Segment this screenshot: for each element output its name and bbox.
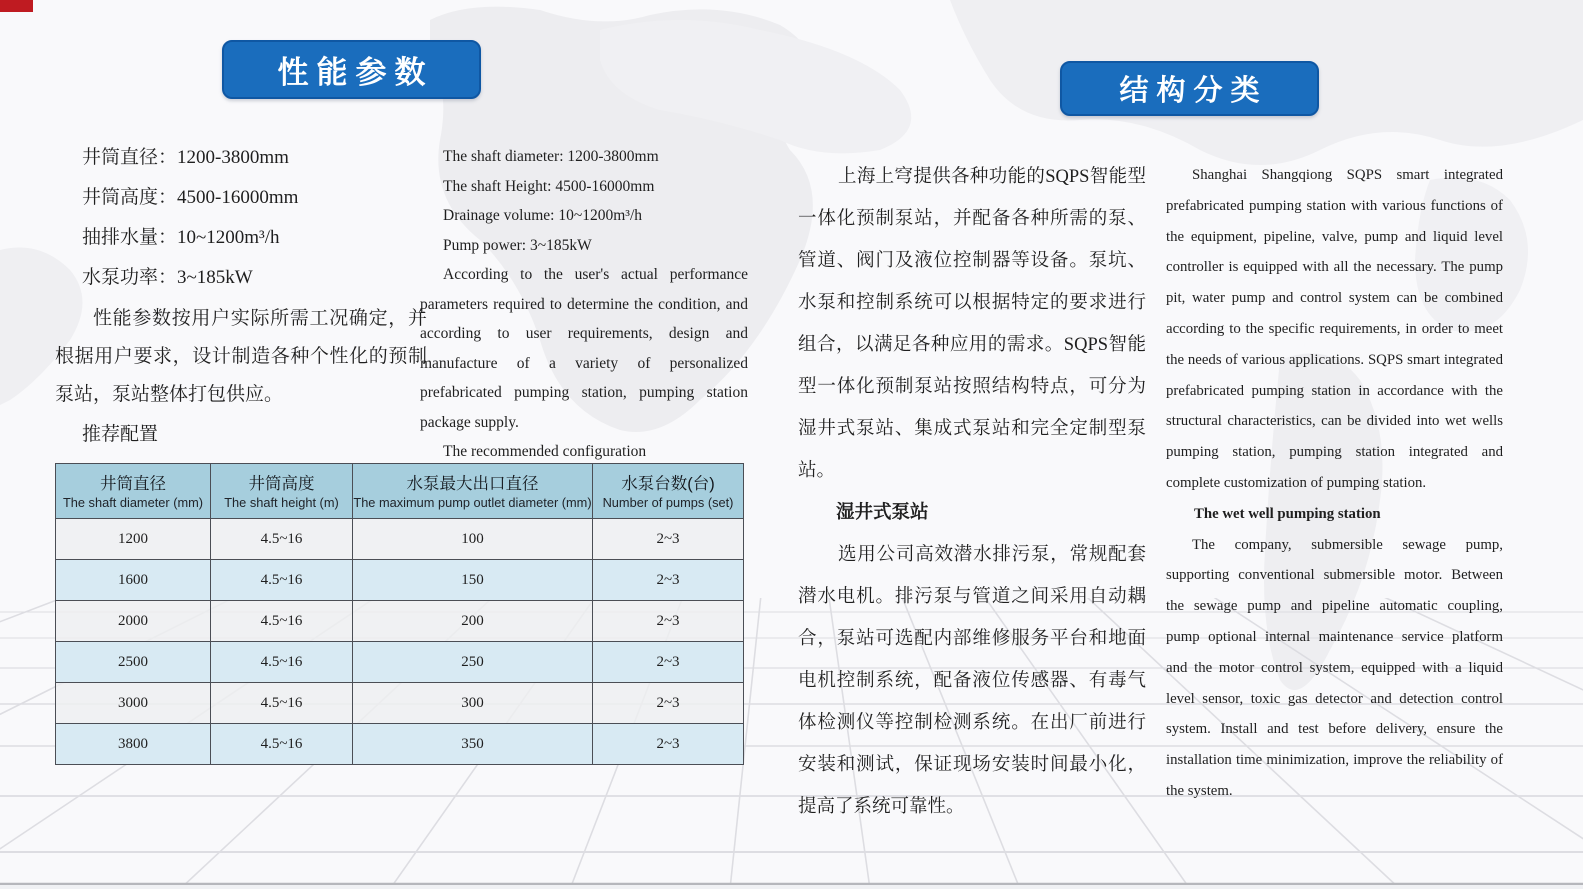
cell-pumps: 2~3 [593,519,744,560]
table-row [56,601,744,642]
recommended-configuration-table [55,463,744,765]
cell-diameter: 3800 [56,724,211,765]
cell-pumps: 2~3 [593,560,744,601]
header-number-of-pumps [593,464,744,519]
spec-shaft-height-en: The shaft Height: 4500-16000mm [443,177,655,195]
header-number-of-pumps-cn: 水泵台数(台) [621,475,715,493]
wet-well-heading-en: The wet well pumping station [1194,505,1381,522]
cell-outlet: 100 [353,519,593,560]
performance-paragraph-cn: 性能参数按用户实际所需工况确定，并根据用户要求，设计制造各种个性化的预制泵站，泵站整体打包供应。 [55,308,427,405]
cell-diameter: 2000 [56,601,211,642]
spec-shaft-diameter-en: The shaft diameter: 1200-3800mm [443,148,659,165]
cell-pumps: 2~3 [593,601,744,642]
cell-pumps: 2~3 [593,642,744,683]
structure-banner-label: 结构分类 [1119,75,1268,107]
header-max-outlet-diameter [353,464,593,519]
cell-diameter: 1200 [56,519,211,560]
table-row [56,642,744,683]
performance-specs-cn-column [55,138,427,455]
cell-height: 4.5~16 [211,724,353,765]
header-shaft-height-en: The shaft height (m) [224,495,339,510]
wet-well-paragraph-en: The company, submersible sewage pump, supporting conventional submersible motor. Between the sewage pump and pipeline automatic coupling, pump optional internal maintenance service platform and the motor control system, equipped with a liquid level sensor, toxic gas detector and detection control system. Install and test before delivery, ensure the installation time minimization, improve the reliability of the system. [1166,536,1503,799]
cell-height: 4.5~16 [211,642,353,683]
recommended-configuration-en: The recommended configuration [443,443,647,460]
header-shaft-diameter-cn: 井筒直径 [100,475,166,493]
cell-outlet: 250 [353,642,593,683]
header-number-of-pumps-en: Number of pumps (set) [602,495,734,510]
header-shaft-diameter-en: The shaft diameter (mm) [62,495,204,510]
table-row [56,683,744,724]
structure-paragraph-en: Shanghai Shangqiong SQPS smart integrated prefabricated pumping station with various functions of the equipment, pipeline, valve, pump and liquid level controller is equipped with all the necessary. The pump pit, water pump and control system can be combined according to the specific requirements, in order to meet the needs of various applications. SQPS smart integrated prefabricated pumping station in accordance with the structural characteristics, can be divided into wet wells pumping station, pumping station integrated and complete customization of pumping station. [1166,167,1503,491]
cell-outlet: 200 [353,601,593,642]
performance-banner-label: 性能参数 [277,55,434,90]
cell-outlet: 150 [353,560,593,601]
cell-diameter: 2500 [56,642,211,683]
cell-height: 4.5~16 [211,683,353,724]
header-shaft-height [211,464,353,519]
cell-pumps: 2~3 [593,724,744,765]
spec-drainage-volume-cn: 抽排水量：10~1200m³/h [82,227,280,248]
performance-specs-en-column [420,142,748,467]
cell-diameter: 3000 [56,683,211,724]
spec-pump-power-en: Pump power: 3~185kW [443,236,592,254]
table-row [56,519,744,560]
cell-diameter: 1600 [56,560,211,601]
spec-shaft-diameter-cn: 井筒直径：1200-3800mm [82,147,289,168]
header-max-outlet-diameter-en: The maximum pump outlet diameter (mm) [353,495,592,510]
recommended-configuration-cn: 推荐配置 [82,424,159,445]
cell-height: 4.5~16 [211,519,353,560]
spec-shaft-height-cn: 井筒高度：4500-16000mm [82,187,299,208]
table-header-row [56,464,744,519]
table-row [56,724,744,765]
header-max-outlet-diameter-cn: 水泵最大出口直径 [406,475,539,493]
wet-well-paragraph-cn: 选用公司高效潜水排污泵，常规配套潜水电机。排污泵与管道之间采用自动耦合，泵站可选配内部维修服务平台和地面电机控制系统，配备液位传感器、有毒气体检测仪等控制检测系统。在出厂前进行安装和测试，保证现场安装时间最小化，提高了系统可靠性。 [798,545,1146,817]
header-shaft-height-cn: 井筒高度 [248,475,315,493]
performance-paragraph-en: According to the user's actual performance parameters required to determine the condition, and according to user requirements, design and manufacture of a variety of personalized prefabricated pumping station, pumping station package supply. [420,266,748,431]
red-corner-mark [0,0,33,12]
cell-outlet: 350 [353,724,593,765]
wet-well-heading-cn: 湿井式泵站 [836,503,929,523]
structure-classification-en-column [1166,160,1503,807]
cell-pumps: 2~3 [593,683,744,724]
table-row [56,560,744,601]
cell-height: 4.5~16 [211,601,353,642]
header-shaft-diameter [56,464,211,519]
structure-paragraph-cn: 上海上穹提供各种功能的SQPS智能型一体化预制泵站，并配备各种所需的泵、管道、阀门及液位控制器等设备。泵坑、水泵和控制系统可以根据特定的要求进行组合，以满足各种应用的需求。SQPS智能型一体化预制泵站按照结构特点，可分为湿井式泵站、集成式泵站和完全定制型泵站。 [798,167,1146,481]
structure-classification-banner [1060,61,1319,116]
spec-pump-power-cn: 水泵功率：3~185kW [82,267,253,288]
performance-parameters-banner [222,40,481,99]
structure-classification-cn-column [798,156,1146,828]
spec-drainage-volume-en: Drainage volume: 10~1200m³/h [443,207,642,224]
cell-height: 4.5~16 [211,560,353,601]
cell-outlet: 300 [353,683,593,724]
